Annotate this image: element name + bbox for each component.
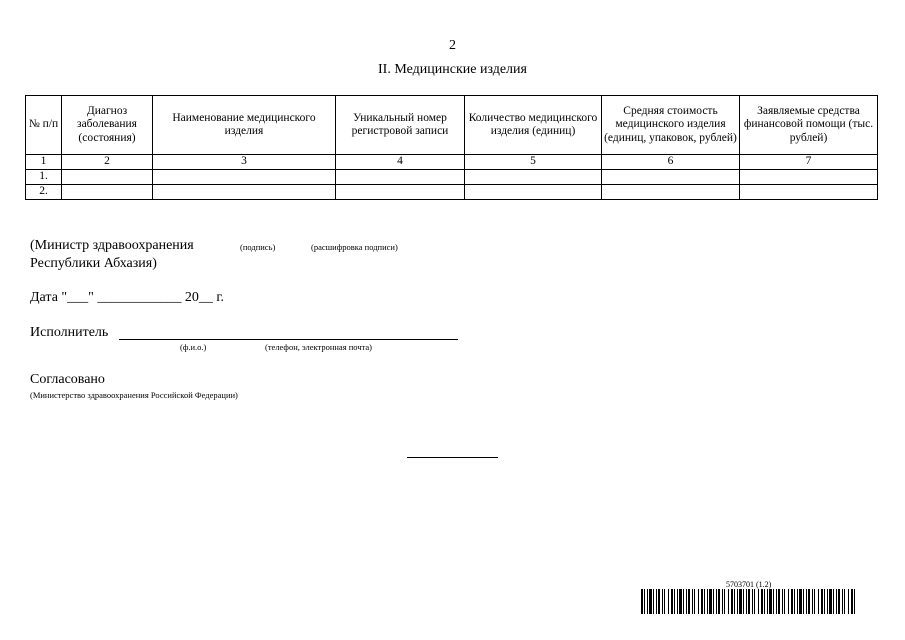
- header-requested-funds: Заявляемые средства финансовой помощи (тыс. рублей): [740, 96, 878, 155]
- table-cell: [602, 185, 740, 200]
- date-line: Дата "___" ____________ 20__ г.: [30, 290, 224, 305]
- agreed-label: Согласовано: [30, 372, 105, 387]
- table-cell: [602, 170, 740, 185]
- page-number: 2: [449, 38, 456, 53]
- column-number: 3: [153, 155, 336, 170]
- table-cell: [62, 185, 153, 200]
- table-cell: [153, 170, 336, 185]
- table-row: [26, 170, 878, 185]
- table-cell: [336, 170, 465, 185]
- header-average-cost: Средняя стоимость медицинского изделия (единиц, упаковок, рублей): [602, 96, 740, 155]
- row-number: 1.: [26, 170, 62, 185]
- column-number: 2: [62, 155, 153, 170]
- table-cell: [740, 185, 878, 200]
- section-title: II. Медицинские изделия: [378, 62, 527, 77]
- row-number: 2.: [26, 185, 62, 200]
- header-device-name: Наименование медицинского изделия: [153, 96, 336, 155]
- medical-devices-table: [25, 95, 878, 200]
- fio-caption: (ф.и.о.): [180, 342, 207, 352]
- executor-underline: [119, 339, 458, 340]
- table-header-row: [26, 96, 878, 155]
- header-diagnosis: Диагноз заболевания (состояния): [62, 96, 153, 155]
- column-number: 7: [740, 155, 878, 170]
- table-row: [26, 185, 878, 200]
- barcode-icon: [641, 589, 857, 614]
- table-cell: [153, 185, 336, 200]
- signature-caption: (подпись): [240, 242, 276, 252]
- column-numbering-row: [26, 155, 878, 170]
- column-number: 1: [26, 155, 62, 170]
- barcode-number: 5703701 (1.2): [726, 580, 772, 589]
- table-cell: [465, 170, 602, 185]
- header-number: № п/п: [26, 96, 62, 155]
- column-number: 4: [336, 155, 465, 170]
- column-number: 6: [602, 155, 740, 170]
- column-number: 5: [465, 155, 602, 170]
- end-of-document-rule: [407, 457, 498, 458]
- executor-label: Исполнитель: [30, 325, 109, 340]
- table-cell: [336, 185, 465, 200]
- agreed-caption: (Министерство здравоохранения Российской Федерации): [30, 390, 238, 400]
- table-cell: [465, 185, 602, 200]
- contact-caption: (телефон, электронная почта): [265, 342, 373, 352]
- signature-decoding-caption: (расшифровка подписи): [311, 242, 398, 252]
- table-cell: [62, 170, 153, 185]
- table-cell: [740, 170, 878, 185]
- header-quantity: Количество медицинского изделия (единиц): [465, 96, 602, 155]
- minister-title-line-2: Республики Абхазия): [30, 256, 157, 271]
- header-registry-number: Уникальный номер регистровой записи: [336, 96, 465, 155]
- minister-title-line-1: (Министр здравоохранения: [30, 238, 194, 253]
